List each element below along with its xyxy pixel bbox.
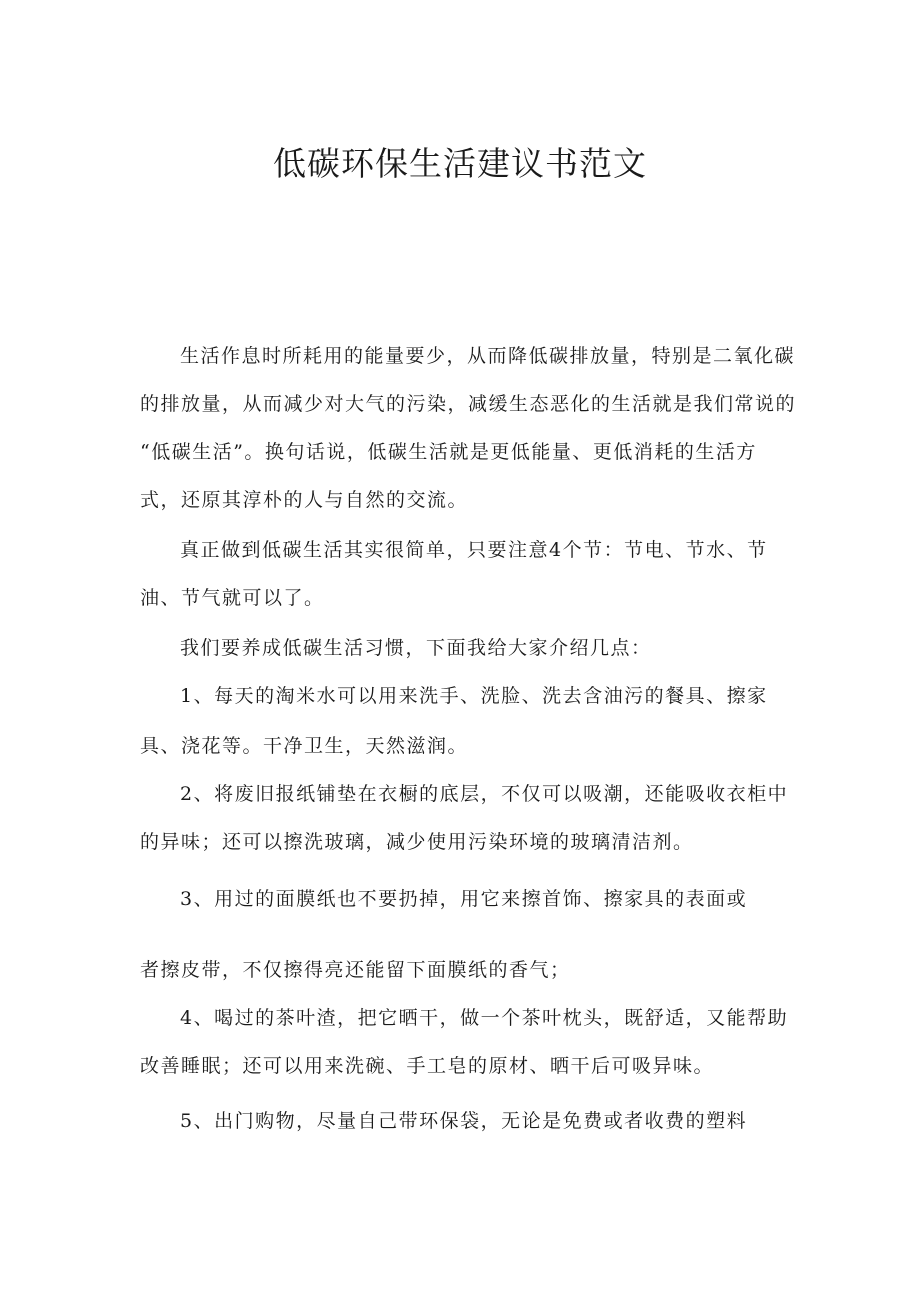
list-item-line: 者擦皮带，不仅擦得亮还能留下面膜纸的香气； bbox=[140, 959, 571, 981]
list-item-line: 具、浇花等。干净卫生，天然滋润。 bbox=[140, 735, 469, 757]
paragraph-line: 我们要养成低碳生活习惯，下面我给大家介绍几点： bbox=[180, 637, 652, 659]
document-title: 低碳环保生活建议书范文 bbox=[273, 144, 647, 183]
list-item-line: 的异味；还可以擦洗玻璃，减少使用污染环境的玻璃清洁剂。 bbox=[140, 831, 694, 853]
list-item-line: 2、将废旧报纸铺垫在衣橱的底层，不仅可以吸潮，还能吸收衣柜中 bbox=[180, 783, 789, 805]
list-item-line: 3、用过的面膜纸也不要扔掉，用它来擦首饰、擦家具的表面或 bbox=[180, 888, 748, 910]
list-item-line: 1、每天的淘米水可以用来洗手、洗脸、洗去含油污的餐具、擦家 bbox=[180, 685, 768, 707]
paragraph-line: 生活作息时所耗用的能量要少，从而降低碳排放量，特别是二氧化碳 bbox=[180, 345, 796, 367]
paragraph-line: 的排放量，从而减少对大气的污染，减缓生态恶化的生活就是我们常说的 bbox=[140, 393, 797, 415]
paragraph-line: 真正做到低碳生活其实很简单，只要注意4个节：节电、节水、节 bbox=[180, 539, 768, 561]
list-item-line: 5、出门购物，尽量自己带环保袋，无论是免费或者收费的塑料 bbox=[180, 1110, 748, 1132]
paragraph-line: 式，还原其淳朴的人与自然的交流。 bbox=[140, 489, 469, 511]
list-item-line: 改善睡眠；还可以用来洗碗、手工皂的原材、晒干后可吸异味。 bbox=[140, 1055, 715, 1077]
list-item-line: 4、喝过的茶叶渣，把它晒干，做一个茶叶枕头，既舒适，又能帮助 bbox=[180, 1007, 789, 1029]
paragraph-line: 油、节气就可以了。 bbox=[140, 587, 325, 609]
paragraph-line: “低碳生活”。换句话说，低碳生活就是更低能量、更低消耗的生活方 bbox=[140, 441, 757, 463]
